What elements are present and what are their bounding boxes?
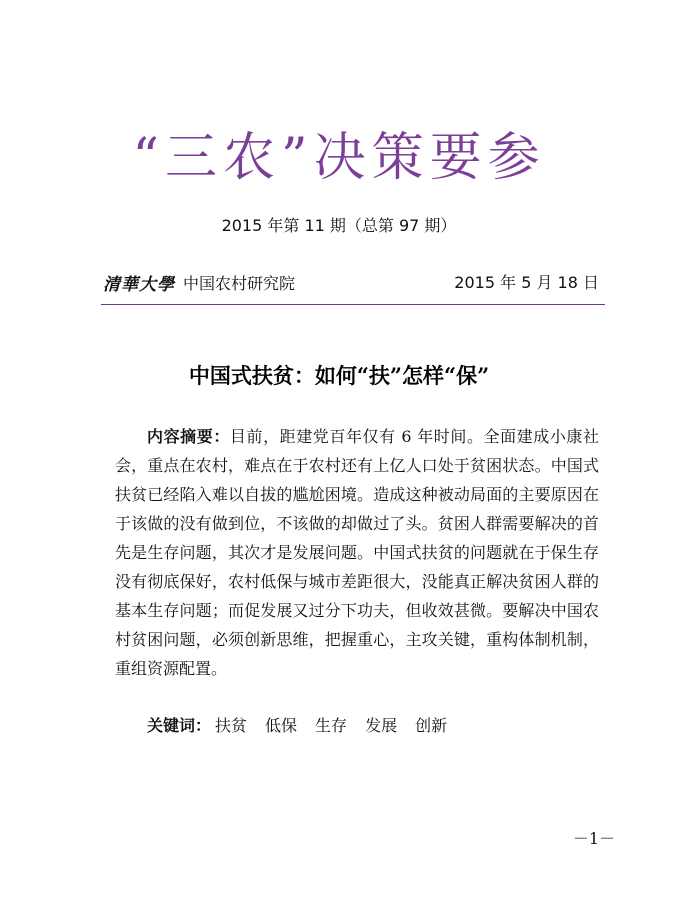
article-title: 中国式扶贫：如何“扶”怎样“保” [188,363,490,388]
keyword: 扶贫 [215,716,248,735]
keywords-label: 关键词： [147,716,212,735]
abstract-text: 目前，距建党百年仅有 6 年时间。全面建成小康社会，重点在农村，难点在于农村还有上亿人口处于贫困状态。中国式扶贫已经陷入难以自拔的尴尬困境。造成这种被动局面的主要原因在于该做的没有做到位，不该做的却做过了头。贫困人群需要解决的首先是生存问题，其次才是发展问题。中国式扶贫的问题就在于保生存没有彻底保好，农村低保与城市差距很大，没能真正解决贫困人群的基本生存问题；而促发展又过分下功夫，但收效甚微。要解决中国农村贫困问题，必须创新思维，把握重心，主攻关键，重构体制机制，重组资源配置。 [115,427,599,678]
publication-date: 2015 年 5 月 18 日 [454,273,599,292]
abstract-label: 内容摘要： [147,427,230,446]
institute-name: 中国农村研究院 [183,274,296,293]
masthead-title: “三农”决策要参 [132,128,546,188]
keywords [147,714,465,738]
keyword: 创新 [415,716,448,735]
university-logo: 清華大學 [103,275,175,295]
page-number: －1－ [572,829,615,848]
keyword: 发展 [365,716,398,735]
publisher [103,270,295,295]
issue-number: 2015 年第 11 期（总第 97 期） [221,216,457,235]
header-divider [101,304,605,305]
keyword: 低保 [265,716,298,735]
abstract [115,422,599,683]
keyword: 生存 [315,716,348,735]
